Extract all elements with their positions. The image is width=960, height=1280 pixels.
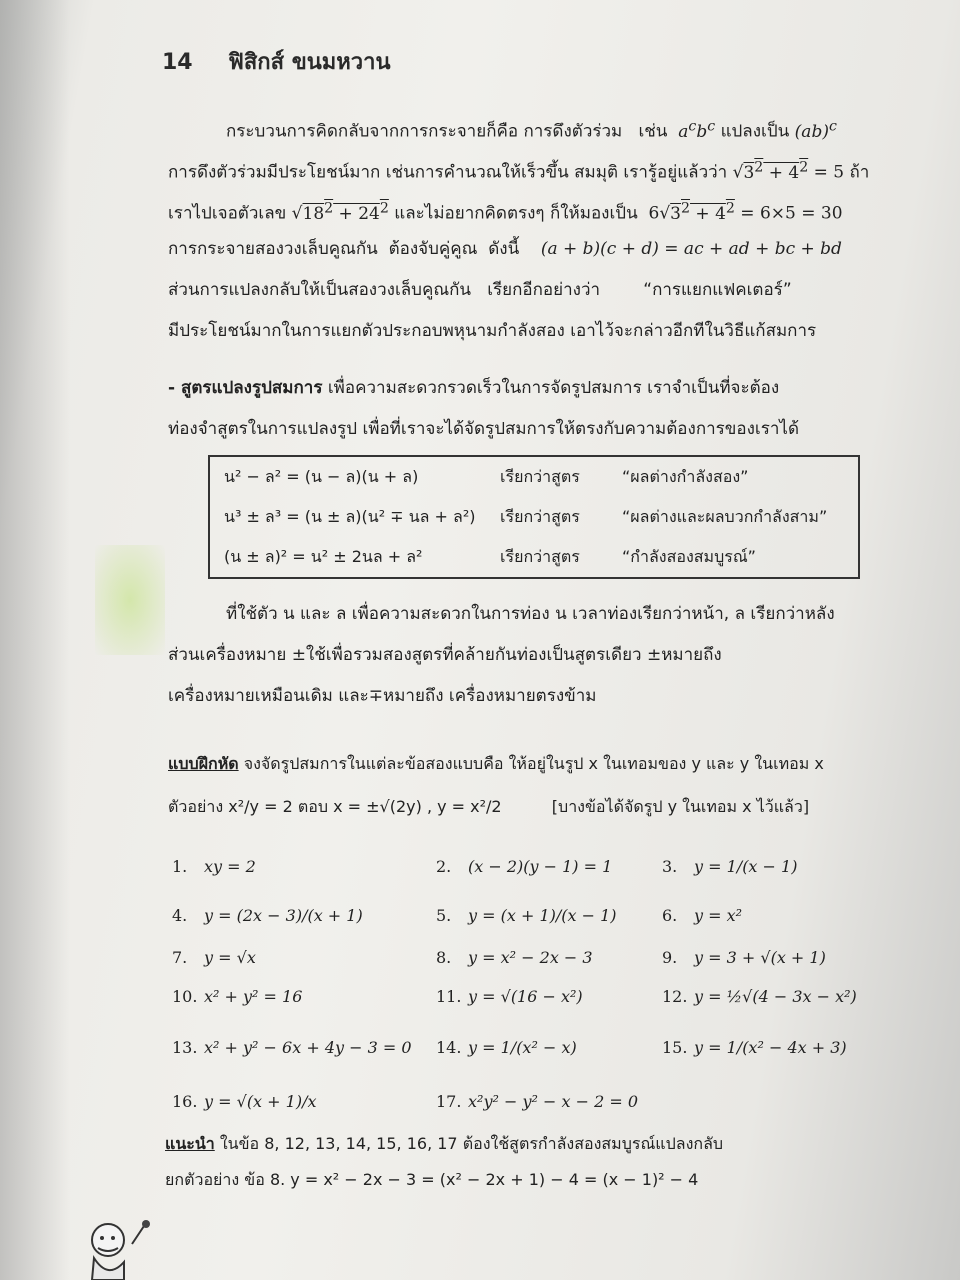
page-header	[162, 44, 391, 79]
formulas-intro-line-2: ท่องจำสูตรในการแปลงรูป เพื่อที่เราจะได้จัดรูปสมการให้ตรงกับความต้องการของเราได้	[168, 419, 799, 439]
exercise-item: 12. y = ½√(4 − 3x − x²)	[662, 987, 857, 1006]
intro-line-3-text: เราไปเจอตัวเลข	[168, 203, 292, 224]
explanation-line-2: ส่วนเครื่องหมาย ±ใช้เพื่อรวมสองสูตรที่คล้ายกันท่องเป็นสูตรเดียว ±หมายถึง	[168, 645, 722, 665]
hint-example: ยกตัวอย่าง ข้อ 8. y = x² − 2x − 3 = (x² − 2x + 1) − 4 = (x − 1)² − 4	[165, 1170, 699, 1189]
exercise-item: 16. y = √(x + 1)/x	[172, 1092, 317, 1111]
exercise-label: แบบฝึกหัด	[168, 754, 239, 773]
exercise-item: 5. y = (x + 1)/(x − 1)	[436, 906, 617, 925]
formula-name: “ผลต่างกำลังสอง”	[622, 467, 749, 486]
book-title: ฟิสิกส์ ขนมหวาน	[228, 50, 391, 75]
explanation-paragraph	[168, 594, 868, 717]
formula-called: เรียกว่าสูตร	[500, 547, 580, 566]
binding-shadow	[0, 0, 70, 1280]
intro-line-2	[168, 147, 868, 188]
formula-expression: น³ ± ล³ = (น ± ล)(น² ∓ นล + ล²)	[224, 507, 476, 526]
exercise-item: 1. xy = 2	[172, 857, 256, 876]
formula-called: เรียกว่าสูตร	[500, 467, 580, 486]
formulas-heading: - สูตรแปลงรูปสมการ	[168, 378, 323, 398]
intro-line-1-math-b: (ab)$^c$	[794, 118, 837, 142]
formula-row	[210, 539, 858, 573]
intro-line-5-text: ส่วนการแปลงกลับให้เป็นสองวงเล็บคูณกัน เรียกอีกอย่างว่า “การแยกแฟคเตอร์”	[168, 280, 792, 300]
formula-box	[208, 455, 860, 579]
example-text: ตัวอย่าง x²/y = 2 ตอบ x = ±√(2y) , y = x²/2	[168, 797, 502, 816]
exercise-title	[168, 752, 824, 777]
formulas-intro-rest: เพื่อความสะดวกรวดเร็วในการจัดรูปสมการ เราจำเป็นที่จะต้อง	[322, 378, 780, 398]
hint-text: ในข้อ 8, 12, 13, 14, 15, 16, 17 ต้องใช้สูตรกำลังสองสมบูรณ์แปลงกลับ	[214, 1134, 724, 1153]
intro-paragraph	[168, 106, 868, 352]
hint-line	[165, 1132, 723, 1157]
mascot-icon	[84, 1218, 154, 1280]
intro-line-1-math: $a^cb^c$	[678, 118, 716, 142]
intro-line-3-text-b: และไม่อยากคิดตรงๆ ก็ให้มองเป็น	[394, 203, 638, 224]
exercise-item: 17. x²y² − y² − x − 2 = 0	[436, 1092, 639, 1111]
formulas-intro-line-1	[168, 368, 868, 409]
formula-expression: (น ± ล)² = น² ± 2นล + ล²	[224, 547, 423, 566]
intro-line-1-text-b: แปลงเป็น	[720, 121, 790, 142]
explanation-line-3: เครื่องหมายเหมือนเดิม และ∓หมายถึง เครื่องหมายตรงข้าม	[168, 686, 597, 706]
intro-line-4-text: การกระจายสองวงเล็บคูณกัน ต้องจับคู่คูณ ดังนี้	[168, 239, 541, 259]
exercise-item: 10. x² + y² = 16	[172, 987, 303, 1006]
exercise-item: 3. y = 1/(x − 1)	[662, 857, 798, 876]
exercise-item: 7. y = √x	[172, 948, 256, 967]
page-number: 14	[162, 50, 193, 75]
explanation-line-1: ที่ใช้ตัว น และ ล เพื่อความสะดวกในการท่อง น เวลาท่องเรียกว่าหน้า, ล เรียกว่าหลัง	[226, 604, 835, 624]
exercise-item: 2. (x − 2)(y − 1) = 1	[436, 857, 613, 876]
intro-line-5	[168, 270, 868, 311]
exercise-item: 11. y = √(16 − x²)	[436, 987, 583, 1006]
exercise-instruction: จงจัดรูปสมการในแต่ละข้อสองแบบคือ ให้อยู่ในรูป x ในเทอมของ y และ y ในเทอม x	[238, 754, 824, 773]
formula-name: “กำลังสองสมบูรณ์”	[622, 547, 756, 566]
exercise-item: 14. y = 1/(x² − x)	[436, 1038, 577, 1057]
exercise-item: 6. y = x²	[662, 906, 743, 925]
example-note: [บางข้อได้จัดรูป y ในเทอม x ไว้แล้ว]	[551, 797, 810, 816]
intro-line-2-math: $√3^2 + 4^2 = 5$	[732, 159, 845, 183]
intro-line-2-text-b: ถ้า	[849, 162, 870, 183]
formula-called: เรียกว่าสูตร	[500, 507, 580, 526]
exercise-item: 9. y = 3 + √(x + 1)	[662, 948, 826, 967]
intro-line-2-text: การดึงตัวร่วมมีประโยชน์มาก เช่นการคำนวณให้เร็วขึ้น สมมุติ เรารู้อยู่แล้วว่า	[168, 162, 733, 183]
exercise-item: 13. x² + y² − 6x + 4y − 3 = 0	[172, 1038, 412, 1057]
exercise-item: 15. y = 1/(x² − 4x + 3)	[662, 1038, 847, 1057]
green-smudge	[95, 545, 165, 655]
formula-row	[210, 459, 858, 493]
formula-name: “ผลต่างและผลบวกกำลังสาม”	[622, 507, 828, 526]
intro-line-1	[168, 106, 868, 147]
intro-line-3-math: $√18^2 + 24^2$	[291, 200, 389, 224]
intro-line-3	[168, 188, 868, 229]
hint-label: แนะนำ	[165, 1134, 215, 1153]
formula-row	[210, 499, 858, 533]
formulas-intro	[168, 368, 868, 450]
intro-line-3-math-b: $6√3^2 + 4^2 = 6\times 5 = 30$	[648, 200, 843, 224]
exercise-example	[168, 795, 809, 820]
exercise-item: 4. y = (2x − 3)/(x + 1)	[172, 906, 363, 925]
formula-expression: น² − ล² = (น − ล)(น + ล)	[224, 467, 419, 486]
intro-line-6: มีประโยชน์มากในการแยกตัวประกอบพหุนามกำลังสอง เอาไว้จะกล่าวอีกทีในวิธีแก้สมการ	[168, 321, 817, 341]
intro-line-4	[168, 229, 868, 270]
intro-line-1-text: กระบวนการคิดกลับจากการกระจายก็คือ การดึงตัวร่วม เช่น	[226, 121, 679, 142]
exercise-item: 8. y = x² − 2x − 3	[436, 948, 593, 967]
intro-line-4-math: (a + b)(c + d) = ac + ad + bc + bd	[540, 239, 842, 259]
